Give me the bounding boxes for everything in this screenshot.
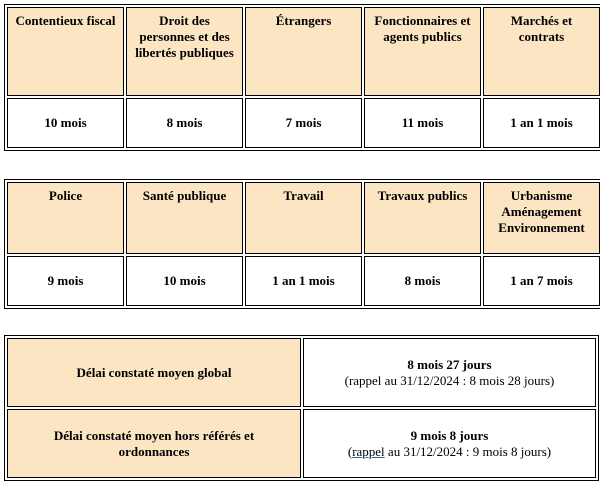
note-word-spellcheck: rappel: [352, 443, 385, 459]
value-urbanisme: 1 an 7 mois: [483, 256, 600, 306]
table-1-header-row: [7, 7, 600, 96]
header-etrangers: Étrangers: [245, 7, 362, 96]
header-marches-contrats: Marchés et contrats: [483, 7, 600, 96]
note-rest: au 31/12/2024 : 9 mois 8 jours): [384, 443, 552, 459]
delays-table-1: [4, 4, 600, 151]
header-sante-publique: Santé publique: [126, 182, 243, 254]
value-police: 9 mois: [7, 256, 124, 306]
header-police: Police: [7, 182, 124, 254]
summary-value-cell-global: [303, 338, 596, 407]
value-sante-publique: 10 mois: [126, 256, 243, 306]
header-urbanisme: Urbanisme Aménagement Environnement: [483, 182, 600, 254]
note-open-paren: (: [344, 372, 349, 388]
header-droit-des-personnes: Droit des personnes et des libertés publiques: [126, 7, 243, 96]
summary-value-cell-hors-referes: [303, 409, 596, 478]
value-marches-contrats: 1 an 1 mois: [483, 98, 600, 148]
summary-table: [4, 335, 599, 481]
note-word: rappel: [348, 372, 382, 388]
summary-row-hors-referes: [7, 409, 596, 478]
value-droit-des-personnes: 8 mois: [126, 98, 243, 148]
value-contentieux-fiscal: 10 mois: [7, 98, 124, 148]
note-open-paren: (: [347, 443, 353, 459]
note-rest: au 31/12/2024 : 8 mois 28 jours): [381, 372, 555, 388]
summary-row-global: [7, 338, 596, 407]
summary-note-hors-referes: [307, 444, 592, 460]
header-fonctionnaires: Fonctionnaires et agents publics: [364, 7, 481, 96]
summary-note-global: [307, 373, 592, 389]
value-etrangers: 7 mois: [245, 98, 362, 148]
summary-value-hors-referes: 9 mois 8 jours: [410, 427, 489, 443]
value-travail: 1 an 1 mois: [245, 256, 362, 306]
table-2-header-row: [7, 182, 600, 254]
summary-label-global: Délai constaté moyen global: [7, 338, 301, 407]
header-contentieux-fiscal: Contentieux fiscal: [7, 7, 124, 96]
header-travaux-publics: Travaux publics: [364, 182, 481, 254]
table-1-value-row: [7, 98, 600, 148]
delays-table-2: [4, 179, 600, 309]
value-travaux-publics: 8 mois: [364, 256, 481, 306]
summary-label-hors-referes: Délai constaté moyen hors référés et ordonnances: [7, 409, 301, 478]
header-travail: Travail: [245, 182, 362, 254]
table-2-value-row: [7, 256, 600, 306]
summary-value-global: 8 mois 27 jours: [407, 356, 492, 372]
value-fonctionnaires: 11 mois: [364, 98, 481, 148]
